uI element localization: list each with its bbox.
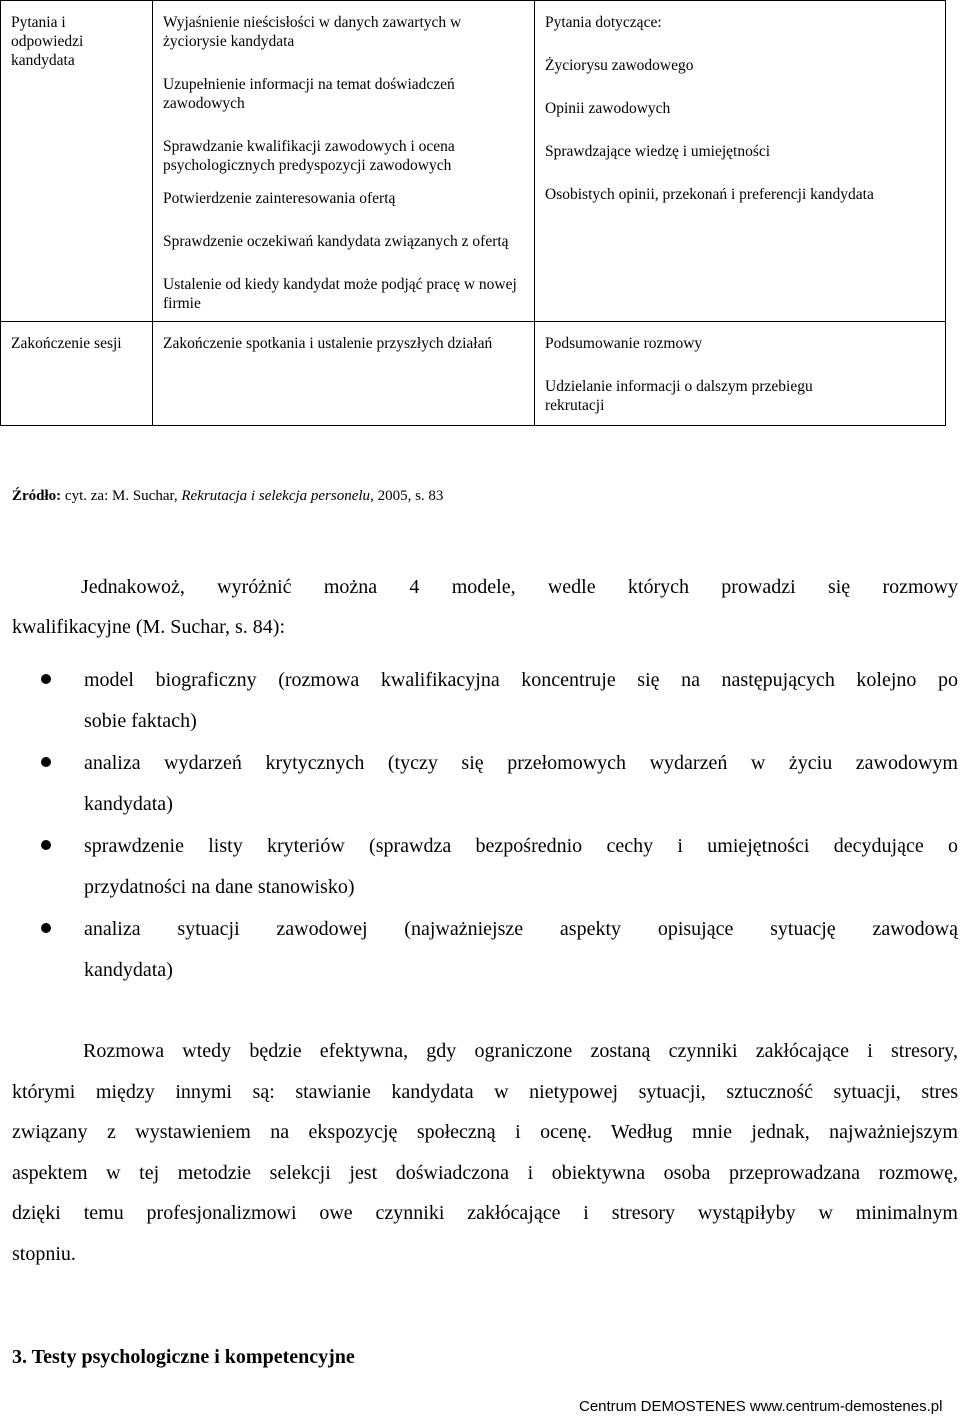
goal-item: Wyjaśnienie nieścisłości w danych zawartych w życiorysie kandydata [163, 14, 462, 50]
list-item-line: sobie faktach) [84, 710, 197, 732]
questions-cell [535, 1, 946, 322]
paragraph-line: dzięki temu profesjonalizmowi owe czynniki zakłócające i stresory wystąpiłyby w minimalnym [12, 1202, 958, 1224]
bullet-icon [41, 923, 51, 933]
goal-item: Zakończenie spotkania i ustalenie przyszłych działań [163, 335, 493, 352]
stage-cell [1, 322, 153, 426]
list-item [0, 826, 958, 908]
question-item: Udzielanie informacji o dalszym przebiegu rekrutacji [545, 378, 813, 414]
recruitment-stages-table [0, 0, 946, 426]
source-title: Rekrutacja i selekcja personelu [181, 488, 371, 504]
stage-label: Zakończenie sesji [11, 335, 122, 352]
question-item: Sprawdzające wiedzę i umiejętności [545, 143, 771, 160]
intro-line: Jednakowoż, wyróżnić można 4 modele, wedle których prowadzi się rozmowy [81, 576, 958, 598]
question-item: Pytania dotyczące: [545, 14, 662, 31]
paragraph-line: aspektem w tej metodzie selekcji jest doświadczona i obiektywna osoba przeprowadzana rozmowę, [12, 1161, 958, 1184]
list-item [0, 743, 958, 825]
models-list [0, 660, 958, 992]
list-item-line: analiza sytuacji zawodowej (najważniejsze aspekty opisujące sytuację zawodową [84, 918, 958, 940]
goals-cell [153, 1, 535, 322]
list-item [0, 909, 958, 991]
goal-item: Potwierdzenie zainteresowania ofertą [163, 190, 396, 207]
list-item [0, 660, 958, 742]
source-citation [12, 487, 443, 506]
page-footer: Centrum DEMOSTENES www.centrum-demostenes.pl [579, 1398, 943, 1415]
paragraph-line: Rozmowa wtedy będzie efektywna, gdy ograniczone zostaną czynniki zakłócające i stresory, [83, 1040, 958, 1062]
source-label: Źródło: [12, 488, 62, 504]
goal-item: Sprawdzenie oczekiwań kandydata związanych z ofertą [163, 233, 509, 250]
question-item: Osobistych opinii, przekonań i preferencji kandydata [545, 186, 874, 203]
question-item: Podsumowanie rozmowy [545, 335, 703, 352]
paragraph-line: związany z wystawieniem na ekspozycję społeczną i ocenę. Według mnie jednak, najważniejszym [12, 1121, 958, 1143]
stage-cell [1, 1, 153, 322]
table-row [1, 1, 946, 322]
goals-cell [153, 322, 535, 426]
bullet-icon [41, 840, 51, 850]
questions-cell [535, 322, 946, 426]
source-author: cyt. za: M. Suchar, [61, 488, 182, 504]
bullet-icon [41, 757, 51, 767]
question-item: Życiorysu zawodowego [545, 57, 694, 74]
section-heading: 3. Testy psychologiczne i kompetencyjne [12, 1346, 355, 1368]
list-item-line: kandydata) [84, 959, 173, 981]
goal-item: Uzupełnienie informacji na temat doświadczeń zawodowych [163, 76, 455, 112]
list-item-line: model biograficzny (rozmowa kwalifikacyjna koncentruje się na następujących kolejno po [84, 669, 958, 691]
list-item-line: kandydata) [84, 793, 173, 815]
question-item: Opinii zawodowych [545, 100, 671, 117]
list-item-line: przydatności na dane stanowisko) [84, 876, 355, 898]
goal-item: Sprawdzanie kwalifikacji zawodowych i ocena psychologicznych predyspozycji zawodowych [163, 138, 455, 174]
goal-item: Ustalenie od kiedy kandydat może podjąć pracę w nowej firmie [163, 276, 517, 312]
table-row [1, 322, 946, 426]
bullet-icon [41, 674, 51, 684]
paragraph-line: którymi między innymi są: stawianie kandydata w nietypowej sytuacji, sztuczność sytuacji, stres [12, 1080, 958, 1103]
list-item-line: analiza wydarzeń krytycznych (tyczy się przełomowych wydarzeń w życiu zawodowym [84, 752, 958, 774]
stage-label: Pytania i odpowiedzi kandydata [11, 14, 84, 69]
source-year: , 2005, s. 83 [370, 488, 444, 504]
paragraph-line: stopniu. [12, 1242, 76, 1265]
list-item-line: sprawdzenie listy kryteriów (sprawdza bezpośrednio cechy i umiejętności decydujące o [84, 835, 958, 857]
intro-paragraph [12, 567, 958, 647]
body-paragraph [12, 1031, 958, 1274]
intro-line: kwalifikacyjne (M. Suchar, s. 84): [12, 616, 286, 638]
